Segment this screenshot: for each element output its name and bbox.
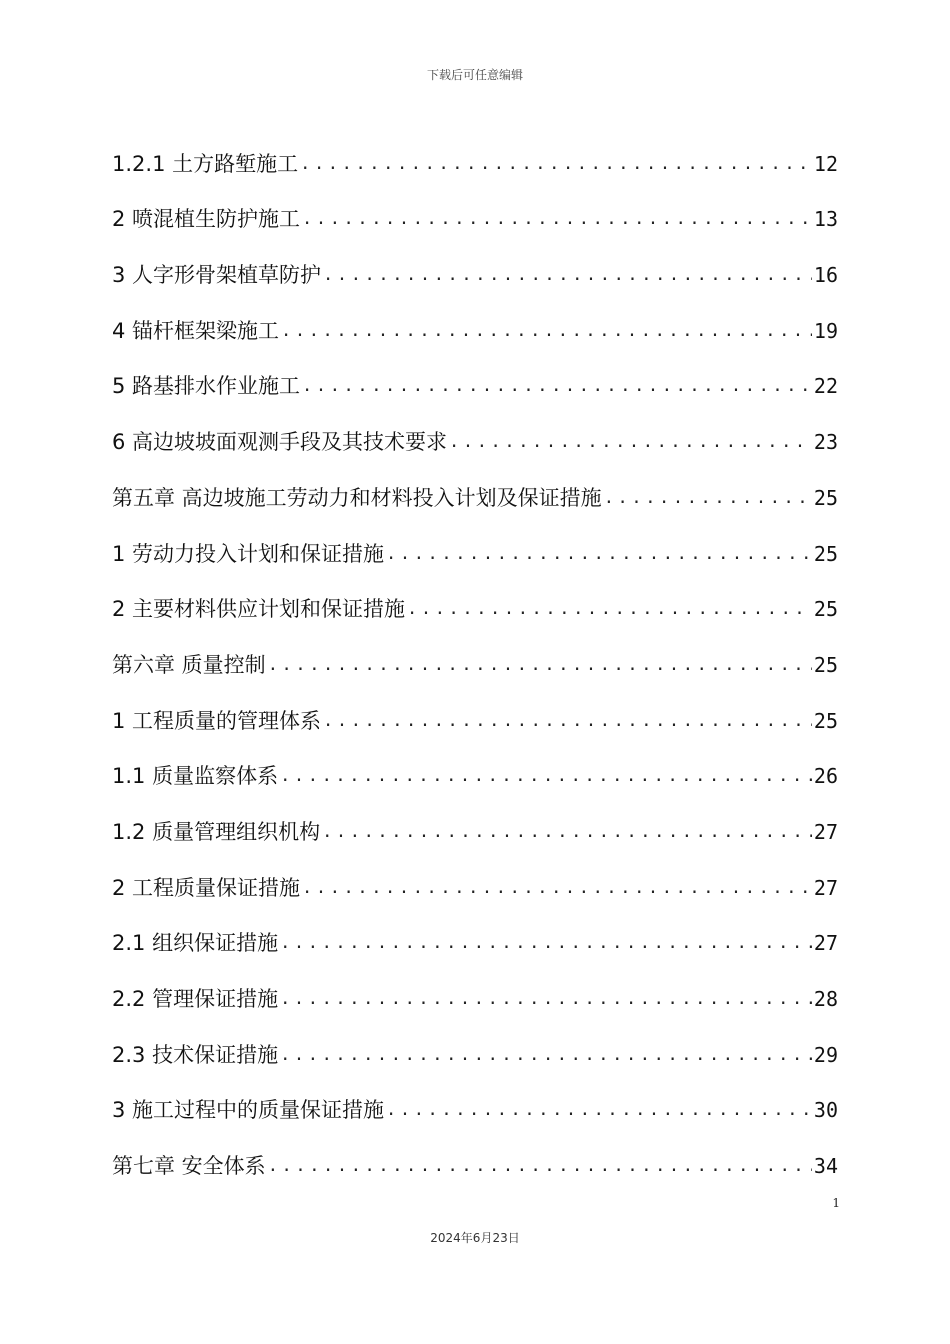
- toc-dot-leader: [604, 478, 812, 518]
- toc-entry-title: 第六章 质量控制: [112, 652, 266, 677]
- toc-entry[interactable]: [112, 852, 838, 908]
- toc-entry-title: 2 喷混植生防护施工: [112, 207, 301, 232]
- toc-entry-title: 1 劳动力投入计划和保证措施: [112, 541, 385, 566]
- toc-entry[interactable]: [112, 462, 838, 518]
- toc-dot-leader: [302, 868, 812, 908]
- toc-entry[interactable]: [112, 1130, 838, 1186]
- toc-entry-title: 第五章 高边坡施工劳动力和材料投入计划及保证措施: [112, 485, 602, 510]
- toc-entry-page: 25: [813, 708, 838, 733]
- toc-entry-title: 1.2.1 土方路堑施工: [112, 151, 299, 176]
- toc-entry-title: 1.1 质量监察体系: [112, 764, 279, 789]
- toc-dot-leader: [322, 812, 812, 852]
- toc-entry-title: 2.1 组织保证措施: [112, 931, 279, 956]
- toc-entry-page: 27: [813, 931, 838, 956]
- toc-dot-leader: [407, 589, 812, 629]
- toc-entry-title: 2.2 管理保证措施: [112, 987, 279, 1011]
- toc-entry-title: 3 施工过程中的质量保证措施: [112, 1098, 385, 1123]
- toc-entry[interactable]: [112, 351, 838, 407]
- toc-entry-title: 2 工程质量保证措施: [112, 875, 301, 900]
- toc-dot-leader: [280, 979, 812, 1019]
- table-of-contents: [112, 128, 838, 1186]
- toc-entry-page: 19: [813, 318, 838, 343]
- toc-dot-leader: [386, 1090, 812, 1130]
- footer-date: 2024年6月23日: [430, 1231, 520, 1245]
- toc-entry[interactable]: [112, 685, 838, 741]
- toc-dot-leader: [386, 534, 812, 574]
- toc-entry[interactable]: [112, 741, 838, 797]
- header-note: 下载后可任意编辑: [426, 68, 523, 82]
- toc-entry-page: 25: [813, 597, 838, 622]
- toc-entry-page: 25: [813, 652, 838, 677]
- toc-entry[interactable]: [112, 406, 838, 462]
- toc-dot-leader: [302, 366, 812, 406]
- toc-entry-page: 27: [813, 875, 838, 900]
- toc-entry-page: 25: [813, 541, 838, 566]
- toc-dot-leader: [268, 645, 812, 685]
- toc-entry-page: 29: [813, 1042, 838, 1067]
- toc-entry-page: 12: [813, 151, 838, 176]
- toc-dot-leader: [280, 756, 812, 796]
- toc-entry[interactable]: [112, 239, 838, 295]
- toc-entry[interactable]: [112, 295, 838, 351]
- toc-entry-title: 6 高边坡坡面观测手段及其技术要求: [112, 430, 448, 455]
- toc-entry-title: 2 主要材料供应计划和保证措施: [112, 597, 406, 622]
- toc-entry-page: 22: [813, 374, 838, 399]
- toc-dot-leader: [449, 422, 812, 462]
- toc-dot-leader: [281, 311, 812, 351]
- toc-entry-title: 1.2 质量管理组织机构: [112, 819, 321, 844]
- toc-entry-page: 28: [813, 987, 838, 1011]
- toc-entry[interactable]: [112, 963, 838, 1019]
- toc-entry[interactable]: [112, 128, 838, 184]
- toc-entry-title: 第七章 安全体系: [112, 1154, 266, 1179]
- toc-dot-leader: [302, 199, 812, 239]
- toc-entry-page: 27: [813, 819, 838, 844]
- toc-entry-page: 25: [813, 485, 838, 510]
- toc-dot-leader: [280, 923, 812, 963]
- toc-entry[interactable]: [112, 518, 838, 574]
- toc-entry-title: 3 人字形骨架植草防护: [112, 263, 322, 288]
- toc-dot-leader: [268, 1146, 812, 1186]
- toc-entry-page: 23: [813, 430, 838, 455]
- toc-entry-title: 4 锚杆框架梁施工: [112, 318, 280, 343]
- toc-entry[interactable]: [112, 629, 838, 685]
- toc-dot-leader: [280, 1035, 812, 1075]
- toc-dot-leader: [300, 144, 812, 184]
- toc-entry-page: 16: [813, 263, 838, 288]
- toc-entry-page: 30: [813, 1098, 838, 1123]
- page-number: 1: [832, 1196, 840, 1210]
- toc-entry-page: 26: [813, 764, 838, 789]
- toc-entry[interactable]: [112, 574, 838, 630]
- toc-entry[interactable]: [112, 908, 838, 964]
- toc-entry-title: 5 路基排水作业施工: [112, 374, 301, 399]
- toc-entry[interactable]: [112, 1075, 838, 1131]
- toc-entry[interactable]: [112, 184, 838, 240]
- toc-dot-leader: [323, 701, 812, 741]
- toc-dot-leader: [323, 255, 812, 295]
- toc-entry[interactable]: [112, 796, 838, 852]
- toc-entry-title: 1 工程质量的管理体系: [112, 708, 322, 733]
- toc-entry-title: 2.3 技术保证措施: [112, 1042, 279, 1067]
- toc-entry-page: 34: [813, 1154, 838, 1179]
- toc-entry[interactable]: [112, 1019, 838, 1075]
- toc-entry-page: 13: [813, 207, 838, 232]
